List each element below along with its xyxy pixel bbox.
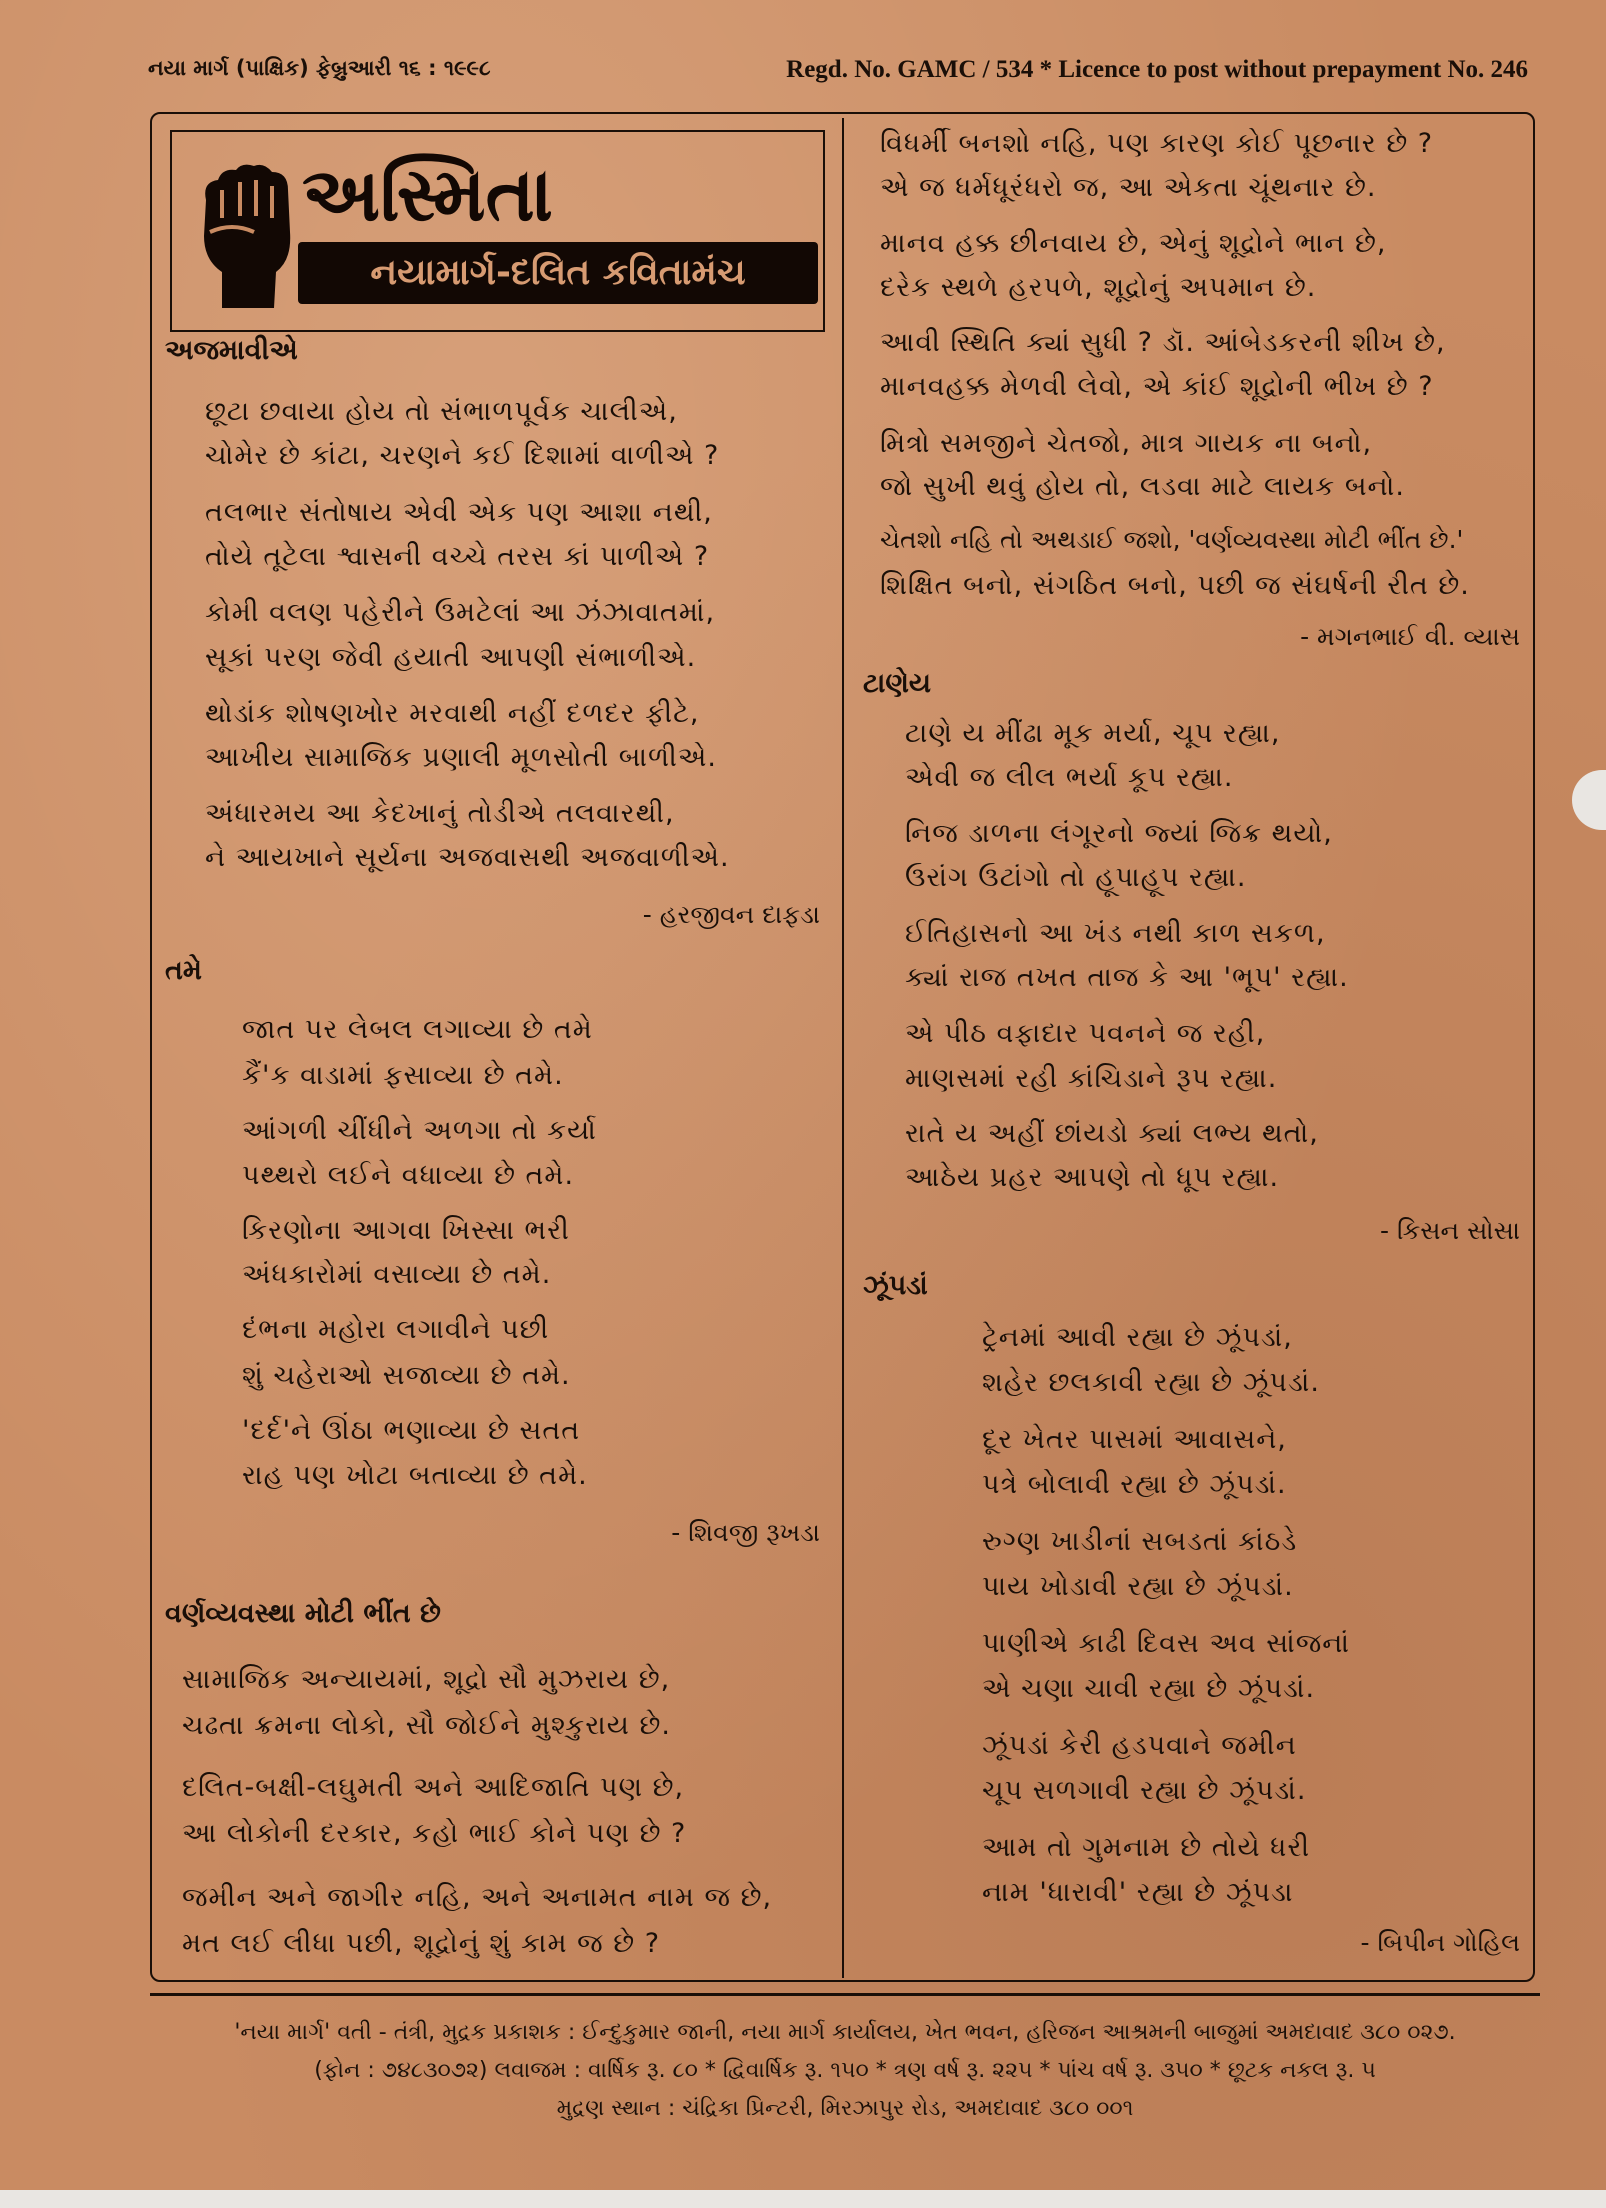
poem-line: કોમી વલણ પહેરીને ઉમટેલાં આ ઝંઝાવાતમાં, [205, 597, 716, 628]
poem-line: દલિત-બક્ષી-લઘુમતી અને આદિજાતિ પણ છે, [182, 1772, 685, 1803]
poem-line: એ જ ધર્મધૂરંધરો જ, આ એકતા ચૂંથનાર છે. [880, 172, 1377, 203]
poem-line: શહેર છલકાવી રહ્યા છે ઝૂંપડાં. [982, 1367, 1320, 1398]
poem-line: તોયે તૂટેલા શ્વાસની વચ્ચે તરસ કાં પાળીએ ? [205, 541, 710, 572]
poem-line: આ લોકોની દરકાર, કહો ભાઈ કોને પણ છે ? [182, 1818, 687, 1849]
poem-line: પાય ખોડાવી રહ્યા છે ઝૂંપડાં. [982, 1571, 1294, 1602]
poem-line: જો સુખી થવું હોય તો, લડવા માટે લાયક બનો. [880, 471, 1405, 502]
poem-line: મત લઈ લીધા પછી, શૂદ્રોનું શું કામ જ છે ? [182, 1928, 661, 1959]
poem-line: શિક્ષિત બનો, સંગઠિત બનો, પછી જ સંઘર્ષની રીત છે. [880, 570, 1470, 601]
paper-edge [0, 2190, 1606, 2208]
poem-line: રાતે ય અહીં છાંયડો ક્યાં લભ્ય થતો, [905, 1118, 1319, 1149]
poem-line: કિરણોના આગવા ખિસ્સા ભરી [242, 1215, 570, 1246]
footer-subscription: (ફોન : ૭૪૮૩૦૭૨) લવાજમ : વાર્ષિક રૂ. ૮૦ * દ્વિવાર્ષિક રૂ. ૧૫૦ * ત્રણ વર્ષ રૂ. ૨૨૫ * પાંચ વર્ષ રૂ. ૩૫૦ * છૂટક નકલ રૂ. ૫ [314, 2058, 1376, 2083]
poem-title-tame: તમે [165, 955, 202, 986]
poem-line: અંધારમય આ કેદખાનું તોડીએ તલવારથી, [205, 798, 675, 829]
poem-line: ઉરાંગ ઉટાંગો તો હૂપાહૂપ રહ્યા. [905, 862, 1247, 893]
footer-printer: મુદ્રણ સ્થાન : ચંદ્રિકા પ્રિન્ટરી, મિરઝાપુર રોડ, અમદાવાદ ૩૮૦ ૦૦૧ [556, 2096, 1134, 2121]
poem-line: જાત પર લેબલ લગાવ્યા છે તમે [242, 1014, 593, 1045]
poem-line: ટાણે ય મીંઢા મૂક મર્યા, ચૂપ રહ્યા, [905, 718, 1281, 749]
poem-line: એ પીઠ વફાદાર પવનને જ રહી, [905, 1018, 1266, 1049]
poem-line: અંધકારોમાં વસાવ્યા છે તમે. [242, 1259, 552, 1290]
poem-line: ચોમેર છે કાંટા, ચરણને કઈ દિશામાં વાળીએ ? [205, 440, 720, 471]
poem-line: સામાજિક અન્યાયમાં, શૂદ્રો સૌ મુઝરાય છે, [182, 1664, 671, 1695]
poem-line: ચેતશો નહિ તો અથડાઈ જશો, 'વર્ણવ્યવસ્થા મોટી ભીંત છે.' [880, 525, 1464, 554]
logo-title: અસ્મિતા [302, 152, 553, 238]
poem-line: તલભાર સંતોષાય એવી એક પણ આશા નથી, [205, 497, 713, 528]
footer-publisher: 'નયા માર્ગ' વતી - તંત્રી, મુદ્રક પ્રકાશક : ઈન્દુકુમાર જાની, નયા માર્ગ કાર્યાલય, ખેત ભવન, હરિજન આશ્રમની બાજુમાં અમદાવાદ ૩૮૦ ૦૨૭. [234, 2020, 1456, 2045]
poem-line: ટ્રેનમાં આવી રહ્યા છે ઝૂંપડાં, [982, 1322, 1293, 1353]
poem-line: મિત્રો સમજીને ચેતજો, માત્ર ગાયક ના બનો, [880, 428, 1373, 459]
poem-line: એવી જ લીલ ભર્યા કૂપ રહ્યા. [905, 762, 1234, 793]
paper-tear [1572, 770, 1606, 830]
poem-line: ચૂપ સળગાવી રહ્યા છે ઝૂંપડાં. [982, 1775, 1307, 1806]
poem-line: આવી સ્થિતિ ક્યાં સુધી ? ડૉ. આંબેડકરની શીખ છે, [880, 327, 1446, 358]
poem-line: માણસમાં રહી કાંચિડાને રૂપ રહ્યા. [905, 1063, 1278, 1094]
poem-title-ajmaviye: અજમાવીએ [165, 335, 298, 366]
footer-rule [150, 1993, 1540, 1996]
poem-line: રુગ્ણ ખાડીનાં સબડતાં કાંઠડે [982, 1526, 1298, 1557]
poem-line: પથ્થરો લઈને વધાવ્યા છે તમે. [242, 1160, 575, 1191]
poem-title-tanoy: ટાણેય [863, 668, 931, 699]
poem-line: દંભના મહોરા લગાવીને પછી [242, 1314, 550, 1345]
poem-line: રાહ પણ ખોટા બતાવ્યા છે તમે. [242, 1460, 588, 1491]
poem-title-zupda: ઝૂંપડાં [863, 1270, 928, 1301]
poem-author: - હરજીવન દાફડા [642, 900, 820, 929]
poem-line: 'દર્દ'ને ઊંઠા ભણાવ્યા છે સતત [242, 1415, 581, 1446]
poem-author: - કિસન સોસા [1380, 1216, 1520, 1245]
poem-line: દરેક સ્થળે હરપળે, શૂદ્રોનું અપમાન છે. [880, 272, 1317, 303]
poem-line: ઝૂંપડાં કેરી હડપવાને જમીન [982, 1730, 1297, 1761]
poem-line: પત્રે બોલાવી રહ્યા છે ઝૂંપડાં. [982, 1469, 1287, 1500]
poem-title-varna: વર્ણવ્યવસ્થા મોટી ભીંત છે [165, 1598, 441, 1629]
poem-line: માનવહક્ક મેળવી લેવો, એ કાંઈ શૂદ્રોની ભીખ છે ? [880, 371, 1434, 402]
poem-line: આખીય સામાજિક પ્રણાલી મૂળસોતી બાળીએ. [205, 742, 717, 773]
raised-fist-icon [192, 160, 302, 310]
poem-line: જમીન અને જાગીર નહિ, અને અનામત નામ જ છે, [182, 1882, 773, 1913]
poem-line: ને આયખાને સૂર્યના અજવાસથી અજવાળીએ. [205, 842, 730, 873]
poem-line: નિજ ડાળના લંગૂરનો જ્યાં જિક્ર થયો, [905, 818, 1333, 849]
poem-line: માનવ હક્ક છીનવાય છે, એનું શૂદ્રોને ભાન છે, [880, 228, 1387, 259]
poem-line: પાણીએ કાઢી દિવસ અવ સાંજનાં [982, 1628, 1350, 1659]
poem-line: આમ તો ગુમનામ છે તોયે ધરી [982, 1832, 1311, 1863]
poem-author: - બિપીન ગોહિલ [1360, 1928, 1520, 1957]
poem-line: ઈતિહાસનો આ ખંડ નથી કાળ સકળ, [905, 918, 1326, 949]
poem-line: સૂકાં પરણ જેવી હયાતી આપણી સંભાળીએ. [205, 642, 697, 673]
poem-author: - શિવજી રૂખડા [671, 1518, 820, 1547]
poem-line: ક્યાં રાજ તખત તાજ કે આ 'ભૂપ' રહ્યા. [905, 962, 1349, 993]
poem-author: - મગનભાઈ વી. વ્યાસ [1300, 622, 1520, 651]
poem-line: શું ચહેરાઓ સજાવ્યા છે તમે. [242, 1360, 571, 1391]
registration-notice: Regd. No. GAMC / 534 * Licence to post without prepayment No. 246 [786, 56, 1528, 83]
poem-line: વિધર્મી બનશો નહિ, પણ કારણ કોઈ પૂછનાર છે ? [880, 128, 1434, 159]
asmita-logo [170, 130, 825, 332]
issue-date: નયા માર્ગ (પાક્ષિક) ફેબ્રુઆરી ૧૬ : ૧૯૯૮ [148, 56, 491, 80]
logo-subtitle: નયામાર્ગ-દલિત કવિતામંચ [298, 242, 818, 304]
poem-line: આંગળી ચીંધીને અળગા તો કર્યા [242, 1115, 597, 1146]
poem-line: થોડાંક શોષણખોર મરવાથી નહીં દળદર ફીટે, [205, 698, 700, 729]
poem-line: ચઢતા ક્રમના લોકો, સૌ જોઈને મુશ્કુરાય છે. [182, 1710, 671, 1741]
poem-line: કૈં'ક વાડામાં ફસાવ્યા છે તમે. [242, 1060, 564, 1091]
poem-line: આઠેય પ્રહર આપણે તો ધૂપ રહ્યા. [905, 1162, 1280, 1193]
poem-line: નામ 'ધારાવી' રહ્યા છે ઝૂંપડા [982, 1877, 1294, 1908]
column-divider [842, 118, 844, 1978]
poem-line: દૂર ખેતર પાસમાં આવાસને, [982, 1424, 1287, 1455]
poem-line: એ ચણા ચાવી રહ્યા છે ઝૂંપડાં. [982, 1673, 1316, 1704]
poem-line: છૂટા છવાયા હોય તો સંભાળપૂર્વક ચાલીએ, [205, 396, 678, 427]
